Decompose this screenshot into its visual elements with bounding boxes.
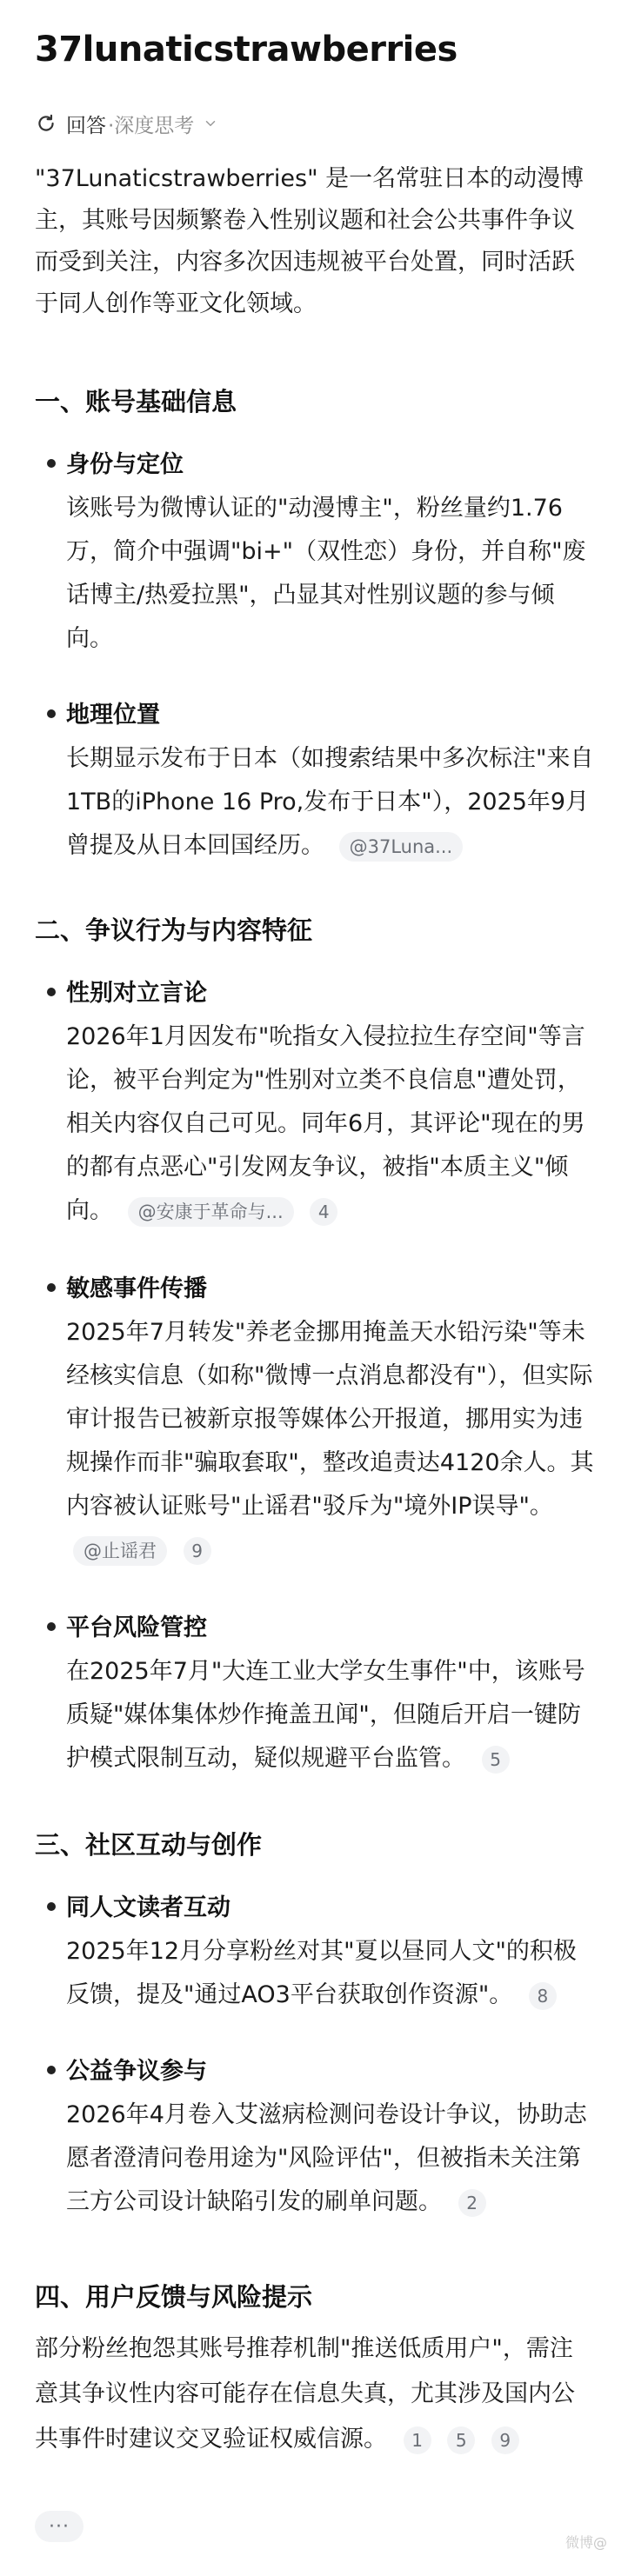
mode-label: 回答 [66,114,106,137]
section-heading: 三、社区互动与创作 [35,1830,263,1860]
item-text [66,2093,598,2224]
bullet-dot [47,1283,56,1292]
source-chip[interactable]: @止谣君 [73,1536,167,1566]
item-text-content: 在2025年7月"大连工业大学女生事件"中，该账号质疑"媒体集体炒作掩盖丑闻"，但随后开启一键防护模式限制互动，疑似规避平台监管。 [66,1658,585,1772]
item-title: 性别对立言论 [66,980,207,1007]
citation-count[interactable]: 8 [529,1982,557,2010]
item-title: 身份与定位 [66,451,184,478]
item-text [66,1930,598,2017]
citation-count[interactable]: 5 [482,1746,510,1774]
item-text-content: 2026年4月卷入艾滋病检测问卷设计争议，协助志愿者澄清问卷用途为"风险评估"，但被指未关注第三方公司设计缺陷引发的刷单问题。 [66,2101,587,2215]
item-title: 地理位置 [66,702,160,729]
item-title: 公益争议参与 [66,2058,207,2085]
item-text [66,1650,598,1781]
citation-count[interactable]: 9 [184,1537,211,1565]
answer-mode-selector[interactable] [35,106,218,141]
citation-count[interactable]: 9 [491,2426,519,2454]
section-heading: 二、争议行为与内容特征 [35,915,313,945]
watermark: 微博@ [565,2534,607,2551]
mode-sub-label: ·深度思考 [108,114,195,137]
bullet-dot [47,1902,56,1911]
citation-count[interactable]: 5 [447,2426,475,2454]
citation-count[interactable]: 1 [404,2426,431,2454]
closing-text: 部分粉丝抱怨其账号推荐机制"推送低质用户"，需注意其争议性内容可能存在信息失真，尤其涉及国内公共事件时建议交叉验证权威信源。 [35,2335,575,2453]
item-text-content: 长期显示发布于日本（如搜索结果中多次标注"来自1TB的iPhone 16 Pro,发布于日本"），2025年9月曾提及从日本回国经历。 [66,745,594,859]
section-heading: 一、账号基础信息 [35,387,237,416]
source-chip[interactable]: @37Luna... [339,832,464,862]
page-title: 37lunaticstrawberries [35,30,458,70]
item-text-content: 2025年7月转发"养老金挪用掩盖天水铅污染"等未经核实信息（如称"微博一点消息都没有"），但实际审计报告已被新京报等媒体公开报道，挪用实为违规操作而非"骗取套取"，整改追责达4120余人。其内容被认证账号"止谣君"驳斥为"境外IP误导"。 [66,1319,594,1520]
item-text-content: 该账号为微博认证的"动漫博主"，粉丝量约1.76万，简介中强调"bi+"（双性恋）身份，并自称"废话博主/热爱拉黑"，凸显其对性别议题的参与倾向。 [66,495,586,652]
item-title: 同人文读者互动 [66,1894,230,1921]
closing-paragraph [35,2326,591,2462]
item-text [66,1311,598,1572]
bullet-dot [47,988,56,996]
item-title: 敏感事件传播 [66,1275,207,1302]
bullet-dot [47,459,56,468]
refresh-icon [35,112,57,135]
item-text [66,1015,598,1233]
bullet-dot [47,1622,56,1631]
citation-count[interactable]: 2 [458,2189,486,2217]
item-text [66,487,598,661]
more-button[interactable]: ··· [35,2511,84,2542]
chevron-down-icon [203,116,218,131]
item-text-content: 2026年1月因发布"吮指女入侵拉拉生存空间"等言论，被平台判定为"性别对立类不良信息"遭处罚，相关内容仅自己可见。同年6月，其评论"现在的男的都有点恶心"引发网友争议，被指"本质主义"倾向。 [66,1023,585,1224]
item-text [66,737,598,868]
section-heading: 四、用户反馈与风险提示 [35,2282,313,2312]
citation-count[interactable]: 4 [310,1198,337,1226]
intro-paragraph: "37Lunaticstrawberries" 是一名常驻日本的动漫博主，其账号因频繁卷入性别议题和社会公共事件争议而受到关注，内容多次因违规被平台处置，同时活跃于同人创作等亚文化领域。 [35,165,585,317]
bullet-dot [47,2066,56,2074]
item-text-content: 2025年12月分享粉丝对其"夏以昼同人文"的积极反馈，提及"通过AO3平台获取创作资源"。 [66,1938,577,2008]
bullet-dot [47,709,56,718]
item-title: 平台风险管控 [66,1614,207,1641]
source-chip[interactable]: @安康于革命与... [128,1197,294,1227]
